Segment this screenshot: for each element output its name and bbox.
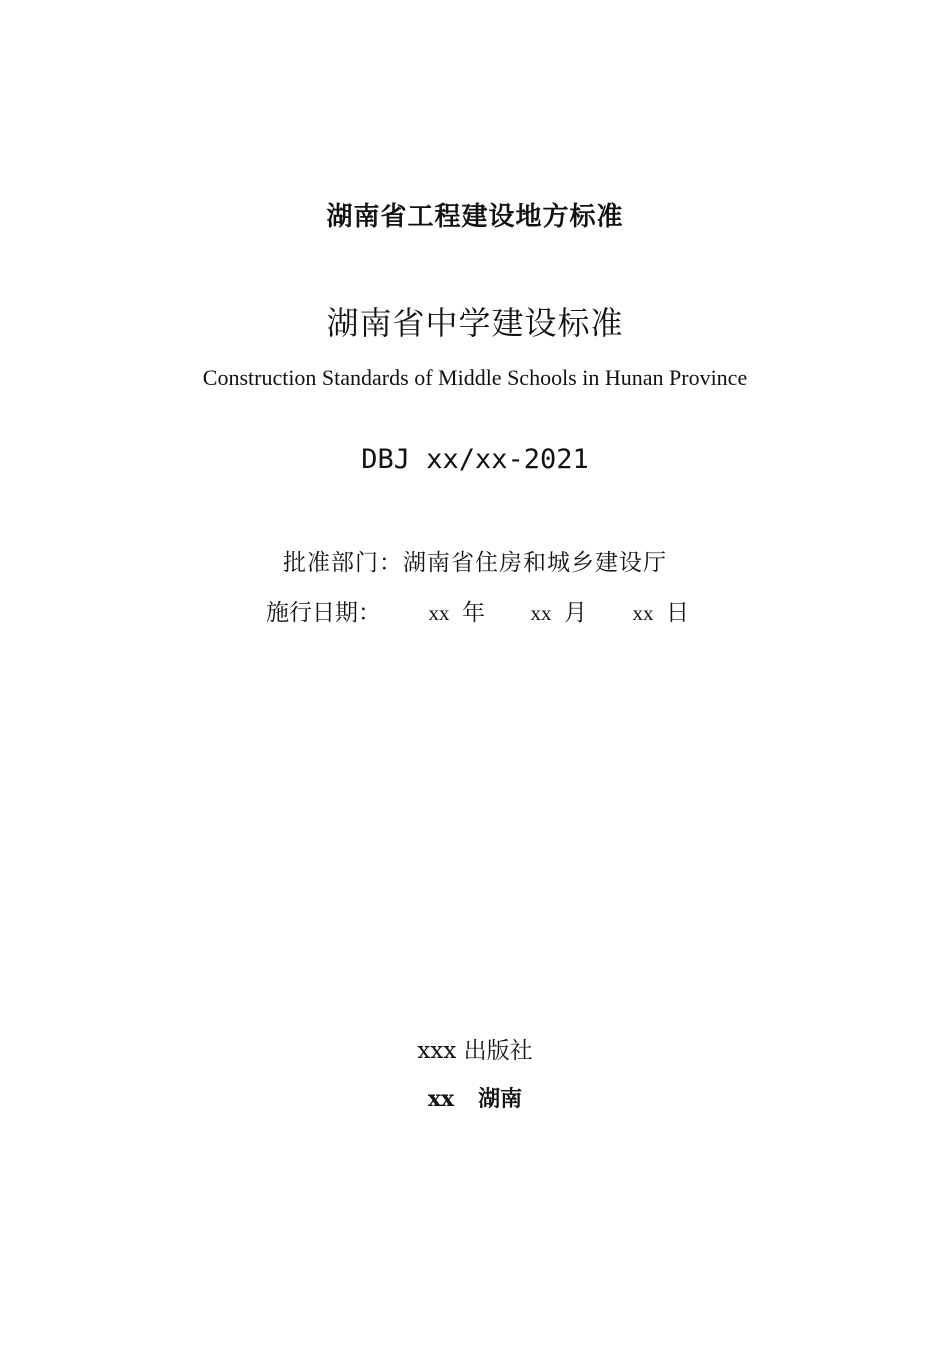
approval-department xyxy=(0,544,950,577)
effective-date-label: 施行日期： xyxy=(266,600,381,626)
document-title-english: Construction Standards of Middle Schools in Hunan Province xyxy=(202,365,748,390)
standard-code: DBJ xx/xx-2021 xyxy=(361,444,589,475)
publication-year: xx xyxy=(427,1086,455,1112)
series-title: 湖南省工程建设地方标准 xyxy=(326,202,624,232)
effective-date xyxy=(266,594,722,627)
approval-value: 湖南省住房和城乡建设厅 xyxy=(403,550,667,576)
approval-label: 批准部门： xyxy=(283,550,403,576)
month-unit: 月 xyxy=(564,600,587,626)
day-value: xx xyxy=(632,601,654,625)
day-unit: 日 xyxy=(666,600,689,626)
year-value: xx xyxy=(428,601,450,625)
publisher: xxx 出版社 xyxy=(417,1038,533,1064)
publication-city: 湖南 xyxy=(478,1086,523,1112)
year-unit: 年 xyxy=(462,600,485,626)
document-title-chinese: 湖南省中学建设标准 xyxy=(326,304,624,342)
publication-place xyxy=(0,1082,950,1113)
month-value: xx xyxy=(530,601,552,625)
